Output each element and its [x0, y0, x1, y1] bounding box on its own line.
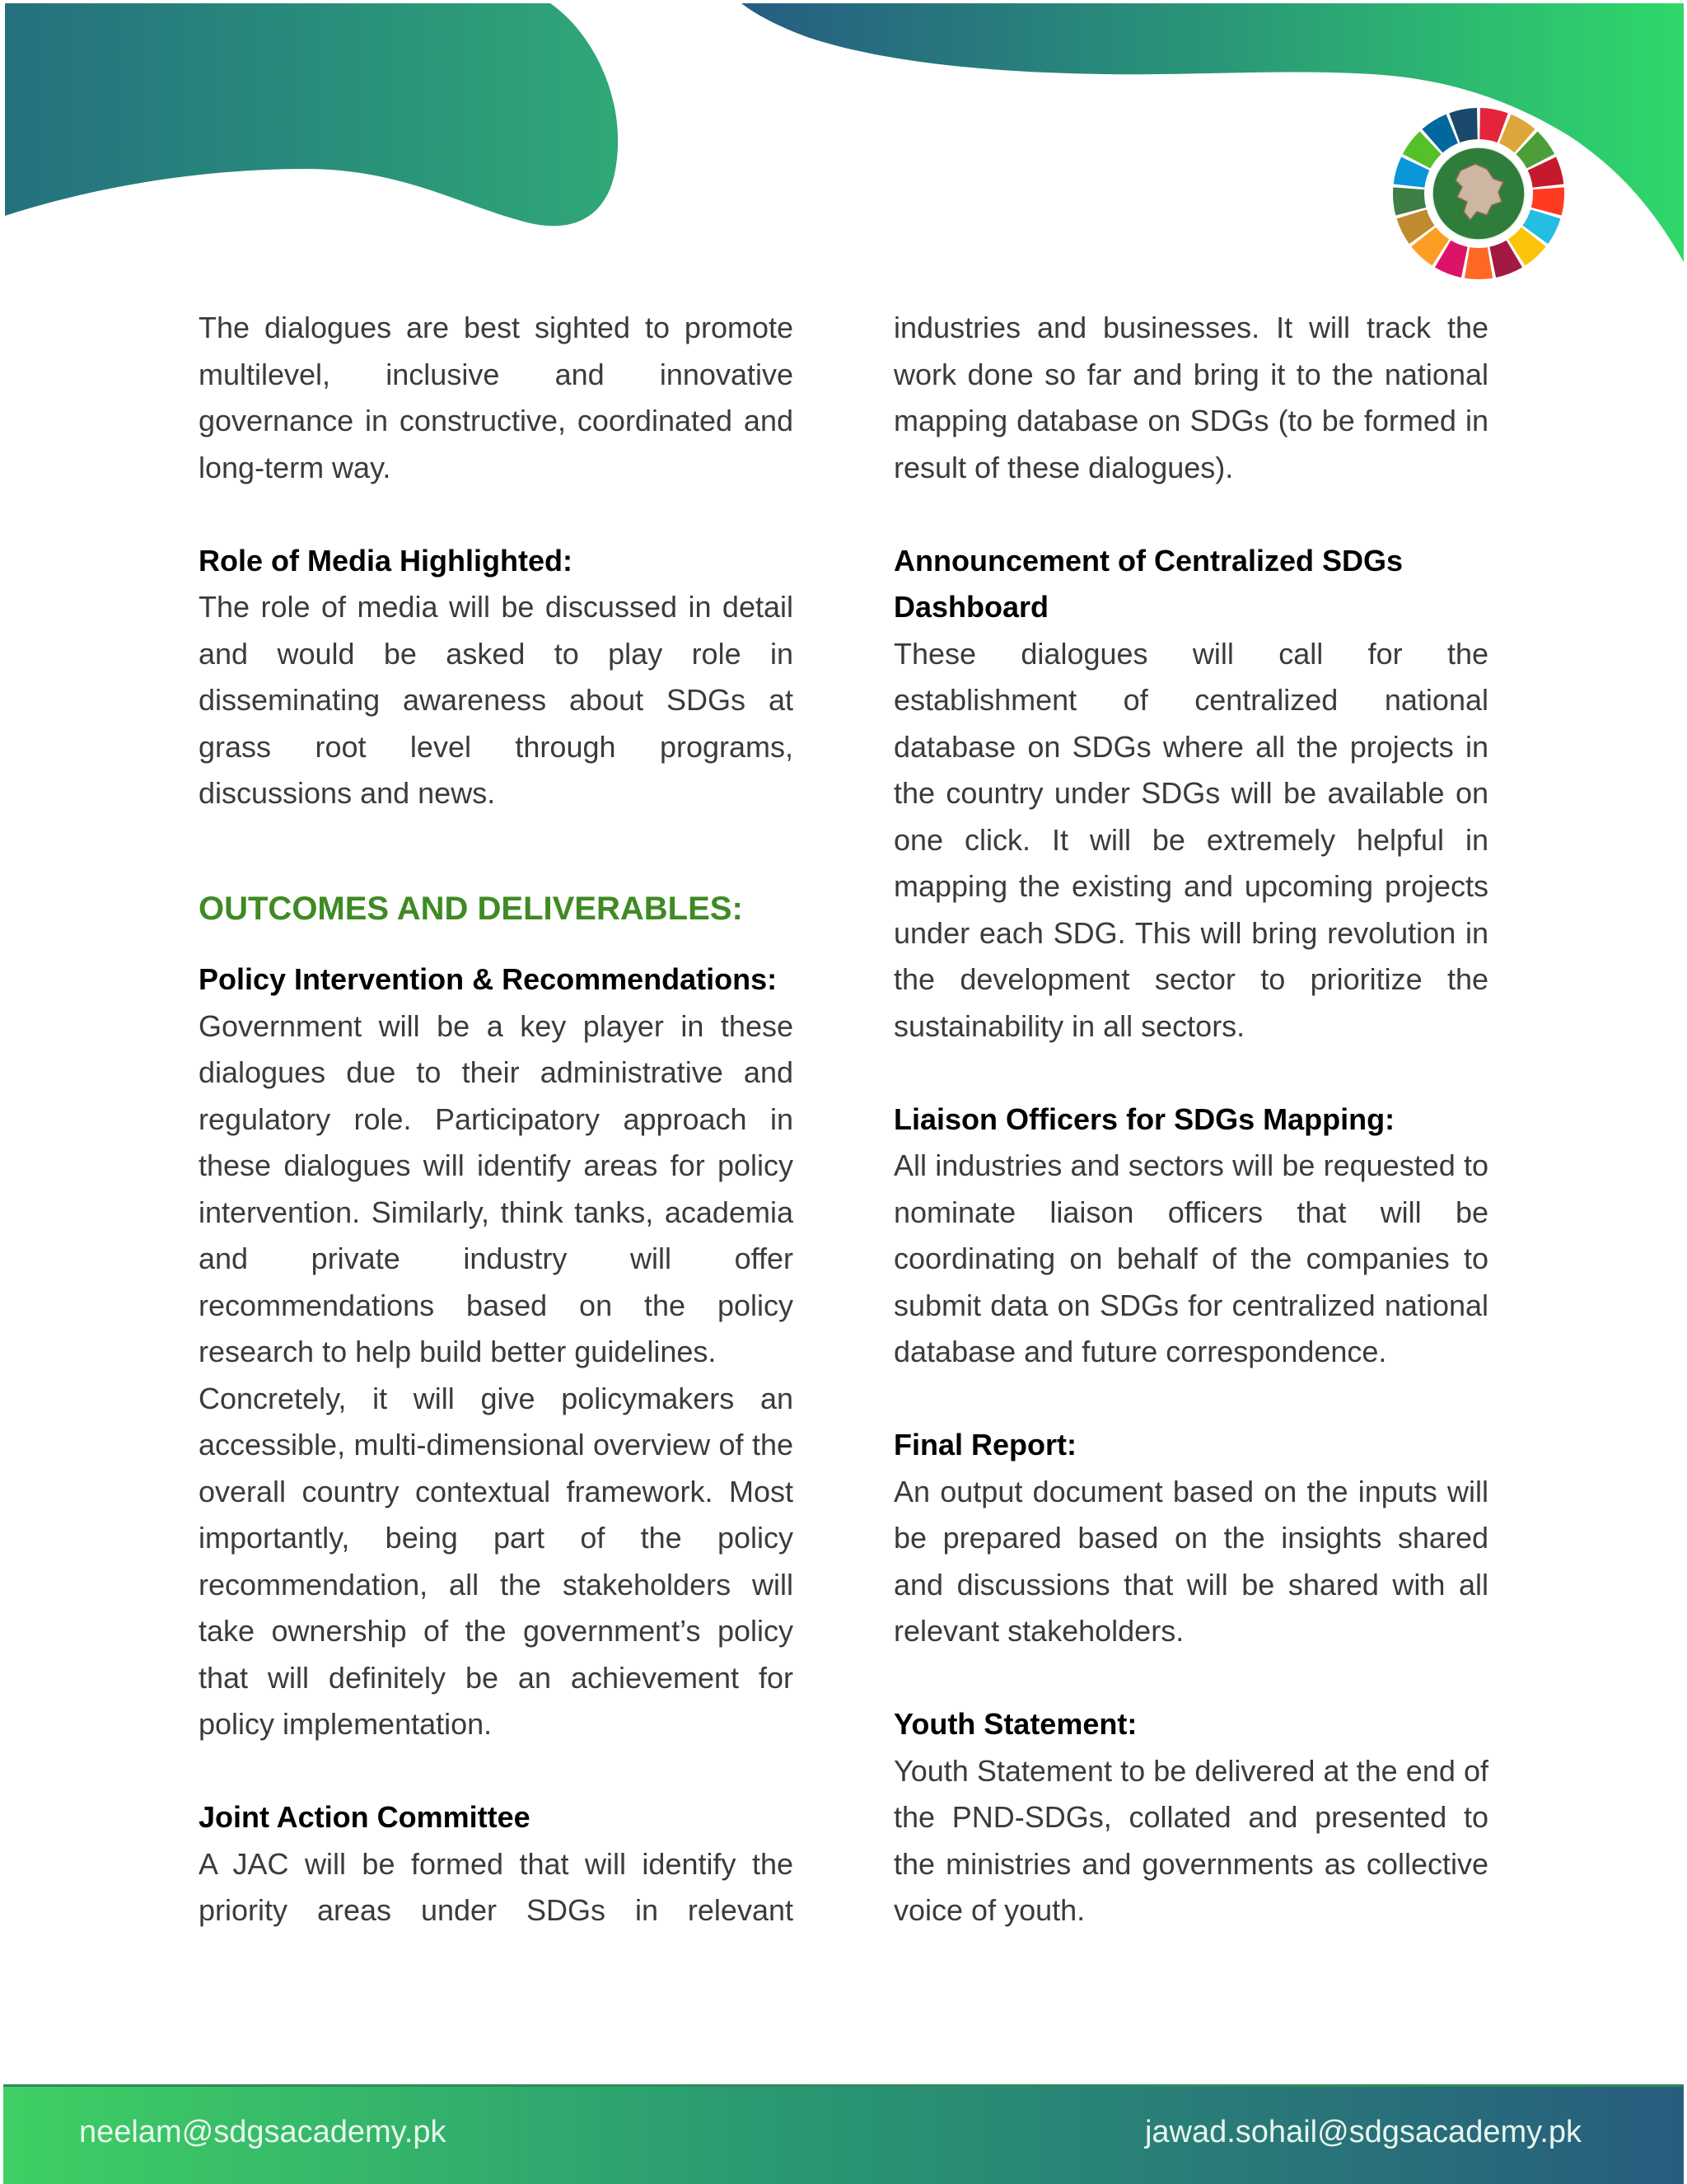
intro-paragraph: The dialogues are best sighted to promote multilevel, inclusive and innovative governance in constructive, coordinated and long-term way.: [199, 311, 793, 484]
sdg-wheel-logo-icon: [1388, 103, 1569, 284]
sdg-wheel-segment: [1465, 247, 1493, 279]
media-paragraph: The role of media will be discussed in detail and would be asked to play role in disseminating awareness about SDGs at grass root level through programs, discussions and news.: [199, 590, 793, 810]
jac-heading: Joint Action Committee: [199, 1800, 530, 1834]
dashboard-paragraph: These dialogues will call for the establishment of centralized national database on SDGs where all the projects in the country under SDGs will be available on one click. It will be extremely helpful in mapping the existing and upcoming projects under each SDG. This will bring revolution in the development sector to prioritize the sustainability in all sectors.: [894, 636, 1488, 1043]
report-paragraph: An output document based on the inputs will be prepared based on the insights shared and discussions that will be shared with all relevant stakeholders.: [894, 1474, 1488, 1648]
policy-heading: Policy Intervention & Recommendations:: [199, 962, 778, 996]
footer-email-right-link[interactable]: jawad.sohail@sdgsacademy.pk: [1144, 2115, 1582, 2149]
liaison-heading: Liaison Officers for SDGs Mapping:: [894, 1101, 1395, 1136]
media-heading: Role of Media Highlighted:: [199, 543, 572, 578]
dashboard-heading: Announcement of Centralized SDGs Dashboard: [894, 543, 1404, 624]
youth-paragraph: Youth Statement to be delivered at the end of the PND-SDGs, collated and presented to the ministries and governments as collective voice of youth.: [894, 1753, 1488, 1927]
policy-paragraph-2: Concretely, it will give policymakers an accessible, multi-dimensional overview of the overall country contextual framework. Most importantly, being part of the policy recommendation, all the stakeholders will take ownership of the government’s policy that will definitely be an achievement for policy implementation.: [199, 1381, 793, 1741]
footer-email-left-link[interactable]: neelam@sdgsacademy.pk: [79, 2115, 446, 2149]
liaison-paragraph: All industries and sectors will be requested to nominate liaison officers that will be coordinating on behalf of the companies to submit data on SDGs for centralized national database and future correspondence.: [894, 1148, 1488, 1368]
jac-paragraph: A JAC will be formed that will identify the priority areas under SDGs in relevant: [199, 1846, 793, 1927]
footer-bar: [3, 2084, 1684, 2184]
outcomes-title: OUTCOMES AND DELIVERABLES:: [199, 891, 743, 927]
left-wave: [5, 3, 618, 226]
right-column: [894, 305, 1488, 1934]
policy-paragraph-1: Government will be a key player in these dialogues due to their administrative and regulatory role. Participatory approach in these dialogues will identify areas for policy intervention. Similarly, think tanks, academia and private industry will offer recommendations based on the policy research to help build better guidelines.: [199, 1008, 793, 1368]
report-heading: Final Report:: [894, 1428, 1077, 1461]
sdg-wheel-segments: [1393, 108, 1564, 279]
left-column: [199, 305, 793, 1934]
youth-heading: Youth Statement:: [894, 1707, 1138, 1741]
jac-continued-paragraph: industries and businesses. It will track the work done so far and bring it to the national mapping database on SDGs (to be formed in result of these dialogues).: [894, 311, 1488, 484]
